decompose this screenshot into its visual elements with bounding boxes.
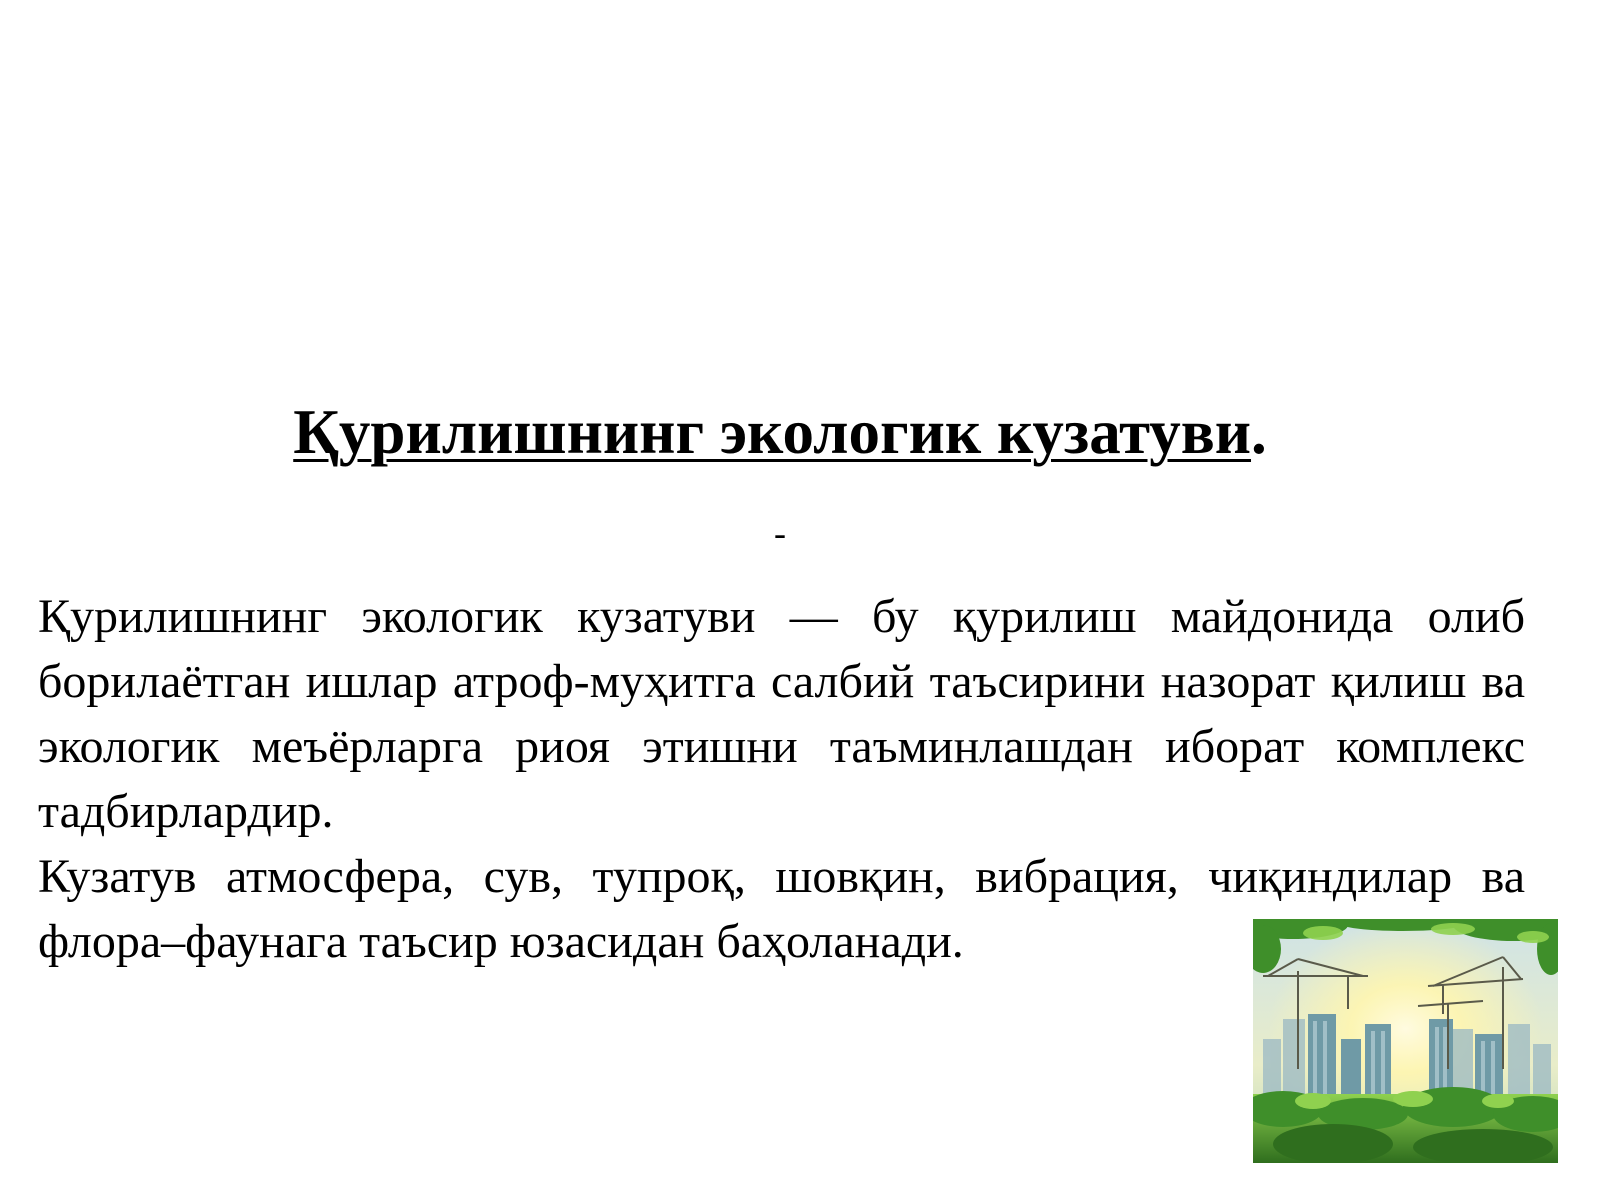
slide-title-period: . [1251, 397, 1267, 467]
city-cranes-greenery-image [1253, 919, 1558, 1163]
slide-title [0, 398, 1560, 467]
separator-dash: - [774, 513, 786, 553]
paragraph-assessment: Кузатув атмосфера, сув, тупроқ, шовқин, вибрация, чиқиндилар ва флора–фаунага таъсир юзасидан баҳоланади. [38, 850, 1525, 968]
paragraph-definition: Қурилишнинг экологик кузатуви — бу қурилиш майдонида олиб борилаётган ишлар атроф-муҳитга салбий таъсирини назорат қилиш ва экологик меъёрларга риоя этишни таъминлашдан иборат комплекс тадбирлардир. [38, 590, 1525, 838]
body-text [38, 584, 1525, 974]
slide-title-text: Қурилишнинг экологик кузатуви [293, 397, 1252, 467]
